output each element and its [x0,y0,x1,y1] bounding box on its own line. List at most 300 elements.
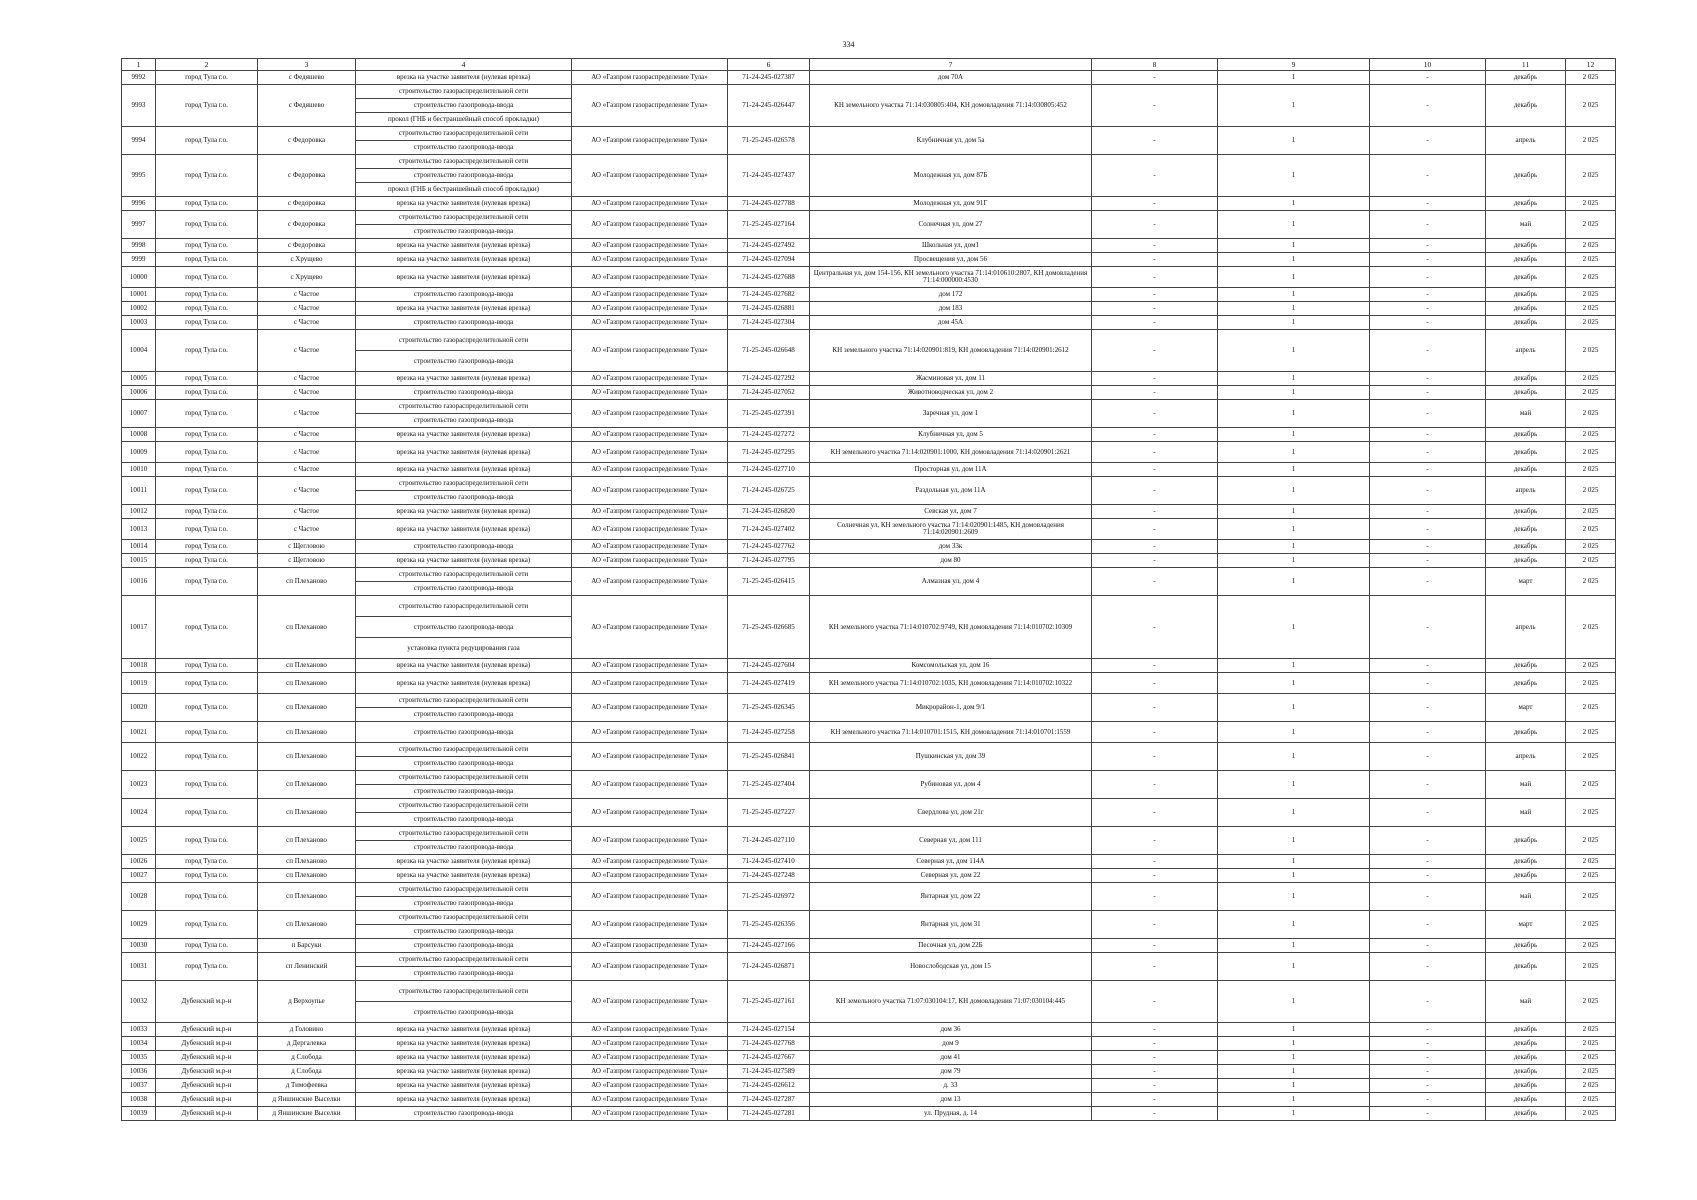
locality-cell: с Частое [258,428,356,442]
district-cell: город Тула г.о. [156,85,258,127]
column-10-cell: - [1370,1093,1486,1107]
month-cell: декабрь [1486,267,1566,288]
column-8-cell: - [1092,372,1218,386]
column-header: 9 [1218,59,1370,71]
column-10-cell: - [1370,568,1486,596]
quantity-cell: 1 [1218,855,1370,869]
month-cell: декабрь [1486,505,1566,519]
row-number: 10011 [122,477,156,505]
organization-cell: АО «Газпром газораспределение Тула» [572,400,728,428]
month-cell: декабрь [1486,855,1566,869]
column-10-cell: - [1370,694,1486,722]
address-cell: Жасминовая ул, дом 11 [810,372,1092,386]
column-8-cell: - [1092,477,1218,505]
row-number: 9995 [122,155,156,197]
quantity-cell: 1 [1218,211,1370,239]
address-cell: дом 13 [810,1093,1092,1107]
contract-cell: 71-24-245-027387 [728,71,810,85]
column-10-cell: - [1370,372,1486,386]
district-cell: город Тула г.о. [156,722,258,743]
column-10-cell: - [1370,869,1486,883]
address-cell: КН земельного участка 71:14:020901:819, КН домовладения 71:14:020901:2612 [810,330,1092,372]
locality-cell: сп Плеханово [258,827,356,855]
column-8-cell: - [1092,316,1218,330]
month-cell: декабрь [1486,1051,1566,1065]
row-number: 10028 [122,883,156,911]
organization-cell: АО «Газпром газораспределение Тула» [572,1093,728,1107]
work-cell: прокол (ГНБ и бестраншейный способ прокладки) [356,183,572,197]
work-cell: строительство газораспределительной сети [356,477,572,491]
column-10-cell: - [1370,302,1486,316]
table-row [122,253,1616,267]
contract-cell: 71-24-245-027768 [728,1037,810,1051]
column-10-cell: - [1370,442,1486,463]
month-cell: декабрь [1486,442,1566,463]
row-number: 10001 [122,288,156,302]
table-row [122,953,1616,967]
column-8-cell: - [1092,428,1218,442]
month-cell: декабрь [1486,1023,1566,1037]
address-cell: Новослободская ул, дом 15 [810,953,1092,981]
row-number: 10008 [122,428,156,442]
column-10-cell: - [1370,428,1486,442]
locality-cell: с Федоровка [258,197,356,211]
column-10-cell: - [1370,85,1486,127]
contract-cell: 71-24-245-027052 [728,386,810,400]
quantity-cell: 1 [1218,911,1370,939]
column-8-cell: - [1092,869,1218,883]
table-row [122,477,1616,491]
year-cell: 2 025 [1566,197,1616,211]
work-cell: строительство газопровода-ввода [356,386,572,400]
organization-cell: АО «Газпром газораспределение Тула» [572,330,728,372]
quantity-cell: 1 [1218,883,1370,911]
contract-cell: 71-24-245-027795 [728,554,810,568]
month-cell: декабрь [1486,463,1566,477]
month-cell: декабрь [1486,372,1566,386]
column-8-cell: - [1092,554,1218,568]
contract-cell: 71-25-245-026415 [728,568,810,596]
organization-cell: АО «Газпром газораспределение Тула» [572,477,728,505]
table-row [122,673,1616,694]
work-cell: строительство газораспределительной сети [356,911,572,925]
contract-cell: 71-24-245-026871 [728,953,810,981]
address-cell: дом 36 [810,1023,1092,1037]
contract-cell: 71-24-245-027295 [728,442,810,463]
work-cell: врезка на участке заявителя (нулевая врезка) [356,372,572,386]
address-cell: Клубничная ул, дом 5а [810,127,1092,155]
row-number: 10010 [122,463,156,477]
month-cell: декабрь [1486,869,1566,883]
organization-cell: АО «Газпром газораспределение Тула» [572,302,728,316]
table-row [122,372,1616,386]
contract-cell: 71-24-245-027788 [728,197,810,211]
column-10-cell: - [1370,253,1486,267]
column-10-cell: - [1370,197,1486,211]
column-8-cell: - [1092,1023,1218,1037]
district-cell: город Тула г.о. [156,442,258,463]
district-cell: город Тула г.о. [156,253,258,267]
locality-cell: с Частое [258,372,356,386]
work-cell: врезка на участке заявителя (нулевая врезка) [356,1051,572,1065]
column-header: 2 [156,59,258,71]
contract-cell: 71-24-245-027272 [728,428,810,442]
work-cell: строительство газопровода-ввода [356,925,572,939]
table-row [122,771,1616,785]
organization-cell: АО «Газпром газораспределение Тула» [572,883,728,911]
month-cell: декабрь [1486,386,1566,400]
column-10-cell: - [1370,1079,1486,1093]
row-number: 10036 [122,1065,156,1079]
address-cell: Солнечная ул, дом 27 [810,211,1092,239]
table-row [122,155,1616,169]
work-cell: строительство газораспределительной сети [356,827,572,841]
quantity-cell: 1 [1218,477,1370,505]
table-row [122,386,1616,400]
address-cell: дом 9 [810,1037,1092,1051]
column-10-cell: - [1370,827,1486,855]
organization-cell: АО «Газпром газораспределение Тула» [572,722,728,743]
column-10-cell: - [1370,939,1486,953]
column-8-cell: - [1092,85,1218,127]
year-cell: 2 025 [1566,1051,1616,1065]
works-table [121,58,1616,1121]
address-cell: Комсомольская ул, дом 16 [810,659,1092,673]
organization-cell: АО «Газпром газораспределение Тула» [572,372,728,386]
district-cell: город Тула г.о. [156,568,258,596]
column-10-cell: - [1370,911,1486,939]
quantity-cell: 1 [1218,1051,1370,1065]
district-cell: город Тула г.о. [156,477,258,505]
organization-cell: АО «Газпром газораспределение Тула» [572,596,728,659]
month-cell: апрель [1486,127,1566,155]
month-cell: декабрь [1486,288,1566,302]
month-cell: декабрь [1486,554,1566,568]
contract-cell: 71-24-245-027258 [728,722,810,743]
district-cell: город Тула г.о. [156,855,258,869]
work-cell: врезка на участке заявителя (нулевая врезка) [356,554,572,568]
row-number: 10032 [122,981,156,1023]
district-cell: город Тула г.о. [156,288,258,302]
table-row [122,239,1616,253]
organization-cell: АО «Газпром газораспределение Тула» [572,267,728,288]
row-number: 10034 [122,1037,156,1051]
row-number: 10015 [122,554,156,568]
table-row [122,71,1616,85]
year-cell: 2 025 [1566,477,1616,505]
locality-cell: д Яншинские Выселки [258,1107,356,1121]
year-cell: 2 025 [1566,1107,1616,1121]
district-cell: город Тула г.о. [156,428,258,442]
organization-cell: АО «Газпром газораспределение Тула» [572,659,728,673]
table-row [122,288,1616,302]
contract-cell: 71-24-245-027410 [728,855,810,869]
work-cell: врезка на участке заявителя (нулевая врезка) [356,505,572,519]
column-8-cell: - [1092,253,1218,267]
work-cell: врезка на участке заявителя (нулевая врезка) [356,239,572,253]
year-cell: 2 025 [1566,771,1616,799]
work-cell: строительство газопровода-ввода [356,414,572,428]
row-number: 10004 [122,330,156,372]
contract-cell: 71-25-245-027227 [728,799,810,827]
column-8-cell: - [1092,71,1218,85]
row-number: 9999 [122,253,156,267]
column-10-cell: - [1370,771,1486,799]
row-number: 10033 [122,1023,156,1037]
address-cell: дом 172 [810,288,1092,302]
column-8-cell: - [1092,463,1218,477]
month-cell: апрель [1486,477,1566,505]
column-10-cell: - [1370,981,1486,1023]
work-cell: строительство газопровода-ввода [356,722,572,743]
locality-cell: с Щегловою [258,554,356,568]
column-8-cell: - [1092,659,1218,673]
row-number: 10002 [122,302,156,316]
column-header: 7 [810,59,1092,71]
table-row [122,1065,1616,1079]
quantity-cell: 1 [1218,127,1370,155]
work-cell: врезка на участке заявителя (нулевая врезка) [356,442,572,463]
address-cell: Песочная ул, дом 22Б [810,939,1092,953]
address-cell: Просвещения ул, дом 56 [810,253,1092,267]
organization-cell: АО «Газпром газораспределение Тула» [572,911,728,939]
column-10-cell: - [1370,1065,1486,1079]
address-cell: дом 45А [810,316,1092,330]
address-cell: Молодежная ул, дом 87Б [810,155,1092,197]
contract-cell: 71-24-245-027419 [728,673,810,694]
table-row [122,519,1616,540]
column-8-cell: - [1092,505,1218,519]
quantity-cell: 1 [1218,596,1370,659]
column-10-cell: - [1370,673,1486,694]
quantity-cell: 1 [1218,253,1370,267]
column-8-cell: - [1092,400,1218,428]
quantity-cell: 1 [1218,85,1370,127]
table-row [122,596,1616,617]
column-8-cell: - [1092,827,1218,855]
district-cell: город Тула г.о. [156,330,258,372]
district-cell: город Тула г.о. [156,267,258,288]
table-row [122,316,1616,330]
organization-cell: АО «Газпром газораспределение Тула» [572,540,728,554]
locality-cell: сп Плеханово [258,799,356,827]
month-cell: декабрь [1486,197,1566,211]
district-cell: город Тула г.о. [156,316,258,330]
organization-cell: АО «Газпром газораспределение Тула» [572,71,728,85]
year-cell: 2 025 [1566,316,1616,330]
row-number: 10024 [122,799,156,827]
work-cell: врезка на участке заявителя (нулевая врезка) [356,659,572,673]
address-cell: Свердлова ул, дом 21г [810,799,1092,827]
organization-cell: АО «Газпром газораспределение Тула» [572,981,728,1023]
work-cell: врезка на участке заявителя (нулевая врезка) [356,253,572,267]
month-cell: декабрь [1486,827,1566,855]
quantity-cell: 1 [1218,743,1370,771]
column-10-cell: - [1370,71,1486,85]
contract-cell: 71-25-245-027161 [728,981,810,1023]
column-10-cell: - [1370,400,1486,428]
quantity-cell: 1 [1218,1079,1370,1093]
contract-cell: 71-24-245-026881 [728,302,810,316]
contract-cell: 71-24-245-027682 [728,288,810,302]
table-row [122,127,1616,141]
quantity-cell: 1 [1218,869,1370,883]
district-cell: город Тула г.о. [156,71,258,85]
address-cell: Молодежная ул, дом 91Г [810,197,1092,211]
work-cell: строительство газораспределительной сети [356,330,572,351]
work-cell: строительство газораспределительной сети [356,743,572,757]
quantity-cell: 1 [1218,1107,1370,1121]
contract-cell: 71-25-245-027164 [728,211,810,239]
row-number: 10009 [122,442,156,463]
district-cell: город Тула г.о. [156,211,258,239]
address-cell: Северная ул, дом 22 [810,869,1092,883]
address-cell: Центральная ул, дом 154-156, КН земельного участка 71:14:010610:2807, КН домовладения 71:14:000000:4530 [810,267,1092,288]
district-cell: город Тула г.о. [156,883,258,911]
locality-cell: с Частое [258,477,356,505]
column-10-cell: - [1370,722,1486,743]
month-cell: декабрь [1486,1079,1566,1093]
table-row [122,1107,1616,1121]
work-cell: строительство газопровода-ввода [356,540,572,554]
table-row [122,827,1616,841]
locality-cell: с Хрущево [258,253,356,267]
row-number: 10014 [122,540,156,554]
year-cell: 2 025 [1566,71,1616,85]
quantity-cell: 1 [1218,939,1370,953]
work-cell: строительство газораспределительной сети [356,883,572,897]
district-cell: Дубенский м.р-н [156,1037,258,1051]
address-cell: дом 183 [810,302,1092,316]
work-cell: врезка на участке заявителя (нулевая врезка) [356,1079,572,1093]
locality-cell: с Частое [258,400,356,428]
table-row [122,442,1616,463]
district-cell: город Тула г.о. [156,239,258,253]
locality-cell: с Частое [258,463,356,477]
work-cell: врезка на участке заявителя (нулевая врезка) [356,302,572,316]
table-row [122,981,1616,1002]
contract-cell: 71-24-245-027304 [728,316,810,330]
table-row [122,743,1616,757]
column-8-cell: - [1092,1065,1218,1079]
row-number: 10026 [122,855,156,869]
locality-cell: с Частое [258,386,356,400]
organization-cell: АО «Газпром газораспределение Тула» [572,1107,728,1121]
quantity-cell: 1 [1218,288,1370,302]
row-number: 10039 [122,1107,156,1121]
column-10-cell: - [1370,267,1486,288]
table-row [122,554,1616,568]
organization-cell: АО «Газпром газораспределение Тула» [572,953,728,981]
locality-cell: с Частое [258,519,356,540]
work-cell: строительство газораспределительной сети [356,799,572,813]
table-row [122,463,1616,477]
district-cell: город Тула г.о. [156,372,258,386]
month-cell: март [1486,694,1566,722]
locality-cell: сп Плеханово [258,743,356,771]
district-cell: город Тула г.о. [156,463,258,477]
table-row [122,330,1616,351]
quantity-cell: 1 [1218,428,1370,442]
organization-cell: АО «Газпром газораспределение Тула» [572,827,728,855]
column-10-cell: - [1370,316,1486,330]
table-row [122,540,1616,554]
address-cell: Янтарная ул, дом 31 [810,911,1092,939]
address-cell: дом 79 [810,1065,1092,1079]
address-cell: Пушкинская ул, дом 39 [810,743,1092,771]
contract-cell: 71-25-245-027391 [728,400,810,428]
address-cell: Просторная ул, дом 11А [810,463,1092,477]
work-cell: прокол (ГНБ и бестраншейный способ прокладки) [356,113,572,127]
locality-cell: сп Плеханово [258,911,356,939]
locality-cell: сп Ленинский [258,953,356,981]
column-8-cell: - [1092,883,1218,911]
column-10-cell: - [1370,519,1486,540]
work-cell: врезка на участке заявителя (нулевая врезка) [356,197,572,211]
table-row [122,722,1616,743]
month-cell: май [1486,981,1566,1023]
column-8-cell: - [1092,1051,1218,1065]
quantity-cell: 1 [1218,1065,1370,1079]
work-cell: строительство газопровода-ввода [356,757,572,771]
district-cell: город Тула г.о. [156,827,258,855]
quantity-cell: 1 [1218,372,1370,386]
column-8-cell: - [1092,127,1218,155]
contract-cell: 71-24-245-027710 [728,463,810,477]
work-cell: строительство газопровода-ввода [356,785,572,799]
contract-cell: 71-24-245-027589 [728,1065,810,1079]
contract-cell: 71-24-245-027154 [728,1023,810,1037]
column-header: 1 [122,59,156,71]
column-8-cell: - [1092,1037,1218,1051]
locality-cell: сп Плеханово [258,883,356,911]
column-10-cell: - [1370,596,1486,659]
year-cell: 2 025 [1566,1065,1616,1079]
quantity-cell: 1 [1218,953,1370,981]
quantity-cell: 1 [1218,239,1370,253]
locality-cell: сп Плеханово [258,855,356,869]
row-number: 9994 [122,127,156,155]
table-row [122,211,1616,225]
column-10-cell: - [1370,127,1486,155]
column-8-cell: - [1092,771,1218,799]
column-8-cell: - [1092,288,1218,302]
work-cell: строительство газораспределительной сети [356,953,572,967]
district-cell: Дубенский м.р-н [156,1093,258,1107]
district-cell: город Тула г.о. [156,127,258,155]
table-row [122,659,1616,673]
contract-cell: 71-25-245-027404 [728,771,810,799]
locality-cell: сп Плеханово [258,673,356,694]
month-cell: декабрь [1486,519,1566,540]
quantity-cell: 1 [1218,722,1370,743]
locality-cell: с Частое [258,442,356,463]
column-10-cell: - [1370,239,1486,253]
contract-cell: 71-25-245-026972 [728,883,810,911]
work-cell: строительство газопровода-ввода [356,225,572,239]
district-cell: Дубенский м.р-н [156,981,258,1023]
column-header: 4 [356,59,572,71]
work-cell: строительство газопровода-ввода [356,617,572,638]
locality-cell: с Федоровка [258,211,356,239]
organization-cell: АО «Газпром газораспределение Тула» [572,127,728,155]
address-cell: Солнечная ул, КН земельного участка 71:14:020901:1485, КН домовладения 71:14:020901:2609 [810,519,1092,540]
year-cell: 2 025 [1566,659,1616,673]
district-cell: город Тула г.о. [156,554,258,568]
row-number: 10029 [122,911,156,939]
district-cell: город Тула г.о. [156,743,258,771]
column-10-cell: - [1370,799,1486,827]
